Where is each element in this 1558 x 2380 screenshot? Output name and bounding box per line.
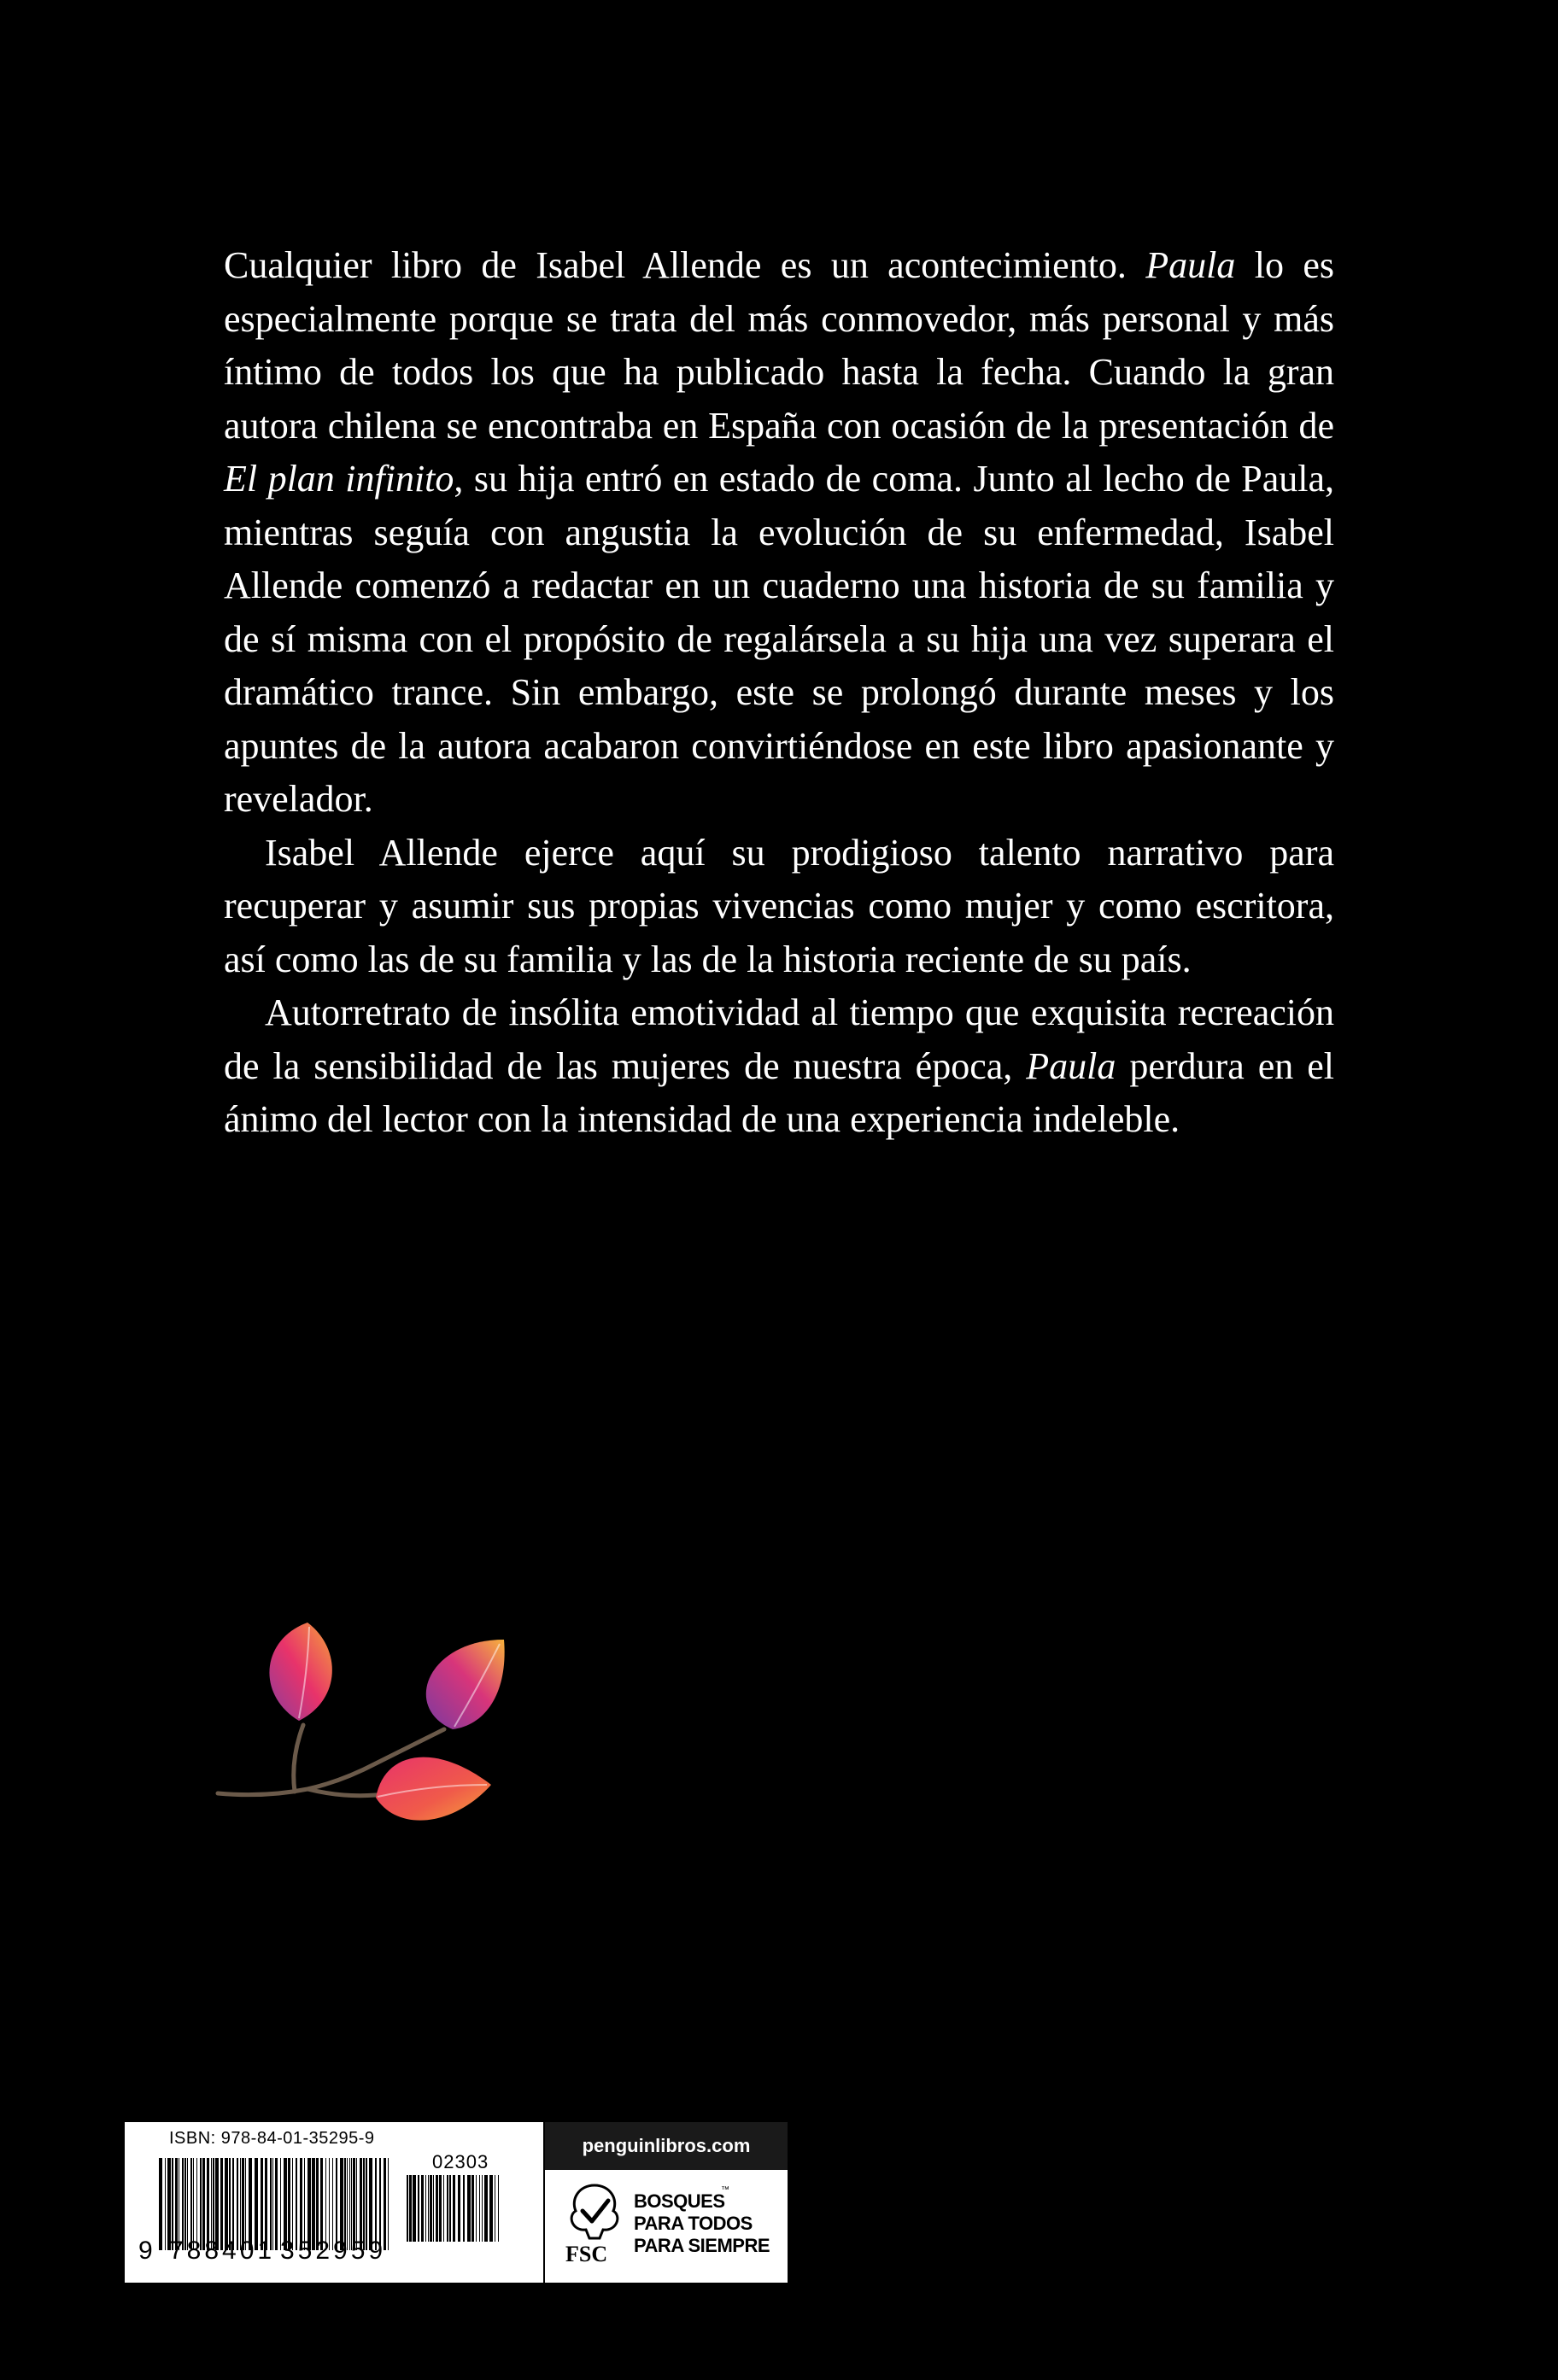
barcode-bar	[436, 2175, 438, 2242]
fsc-tree-checkmark-icon	[564, 2182, 625, 2242]
barcode-digits-left: 788401	[169, 2237, 276, 2265]
blurb-text: lo es especialmente porque se trata del más conmovedor, más personal y más íntimo de todos los que ha publicado hasta la fecha. Cuando la gran autora chilena se encontraba en España con ocasión de la presentación de	[224, 244, 1334, 447]
barcode-bar	[425, 2175, 426, 2242]
barcode-bar	[458, 2175, 460, 2242]
fsc-slogan	[634, 2190, 770, 2257]
barcode-bar	[449, 2175, 451, 2242]
barcode-bar	[447, 2175, 448, 2242]
barcode-bar	[275, 2158, 278, 2250]
blurb-text: perdura en el ánimo del lector con la intensidad de una experiencia indeleble.	[224, 1044, 1334, 1140]
barcode-bar	[463, 2175, 465, 2242]
blurb-text: Cualquier libro de Isabel Allende es un acontecimiento.	[224, 244, 1146, 286]
isbn-barcode-panel	[123, 2120, 545, 2284]
barcode-bar	[472, 2175, 474, 2242]
barcode-bar	[165, 2158, 166, 2250]
barcode-bar	[428, 2175, 429, 2242]
blurb-paragraph-2: Isabel Allende ejerce aquí su prodigioso talento narrativo para recuperar y asumir sus propias vivencias como mujer y como escritora, así como las de su familia y las de la historia reciente de su país.	[224, 831, 1334, 980]
barcode-bar	[433, 2175, 434, 2242]
autumn-leaves-illustration	[214, 1614, 589, 1887]
barcode-bar	[407, 2175, 408, 2242]
barcode-bar	[453, 2175, 455, 2242]
fsc-wordmark: FSC	[565, 2242, 608, 2266]
leaf-bottom	[376, 1757, 491, 1821]
publisher-website: penguinlibros.com	[545, 2122, 788, 2170]
trademark-symbol: ™	[721, 2185, 729, 2195]
slogan-line: PARA TODOS	[634, 2213, 753, 2234]
book-title-italic: Paula	[1026, 1044, 1116, 1087]
barcode-bar	[476, 2175, 477, 2242]
barcode-bar	[388, 2158, 389, 2250]
barcode-digits-right: 352959	[280, 2237, 387, 2265]
blurb-paragraph-1	[224, 239, 1334, 827]
barcode-digit-first: 9	[138, 2237, 153, 2265]
barcode-bar	[479, 2175, 480, 2242]
slogan-line: PARA SIEMPRE	[634, 2235, 770, 2256]
barcode-bar	[443, 2175, 444, 2242]
isbn-label: ISBN: 978-84-01-35295-9	[169, 2129, 375, 2148]
blurb-text: Autorretrato de insólita emotividad al tiempo que exquisita recreación de la sensibilidad de las mujeres de nuestra época,	[224, 991, 1334, 1087]
barcode-bar	[498, 2175, 499, 2242]
barcode-bar	[413, 2175, 416, 2242]
barcode-bar	[421, 2175, 424, 2242]
barcode-bar	[439, 2175, 442, 2242]
barcode-bar	[159, 2158, 162, 2250]
publisher-fsc-panel	[543, 2120, 789, 2284]
blurb-paragraph-3	[224, 986, 1334, 1147]
barcode-bar	[418, 2175, 419, 2242]
leaf-right	[426, 1640, 505, 1729]
barcode-bar	[467, 2175, 471, 2242]
back-cover-blurb	[224, 239, 1334, 1147]
addon-barcode	[407, 2175, 501, 2242]
barcode-bar	[482, 2175, 483, 2242]
book-title-italic: Paula	[1145, 244, 1236, 286]
barcode-bar	[484, 2175, 488, 2242]
barcode-bar	[430, 2175, 432, 2242]
barcode-bar	[489, 2175, 493, 2242]
blurb-text: , su hija entró en estado de coma. Junto al lecho de Paula, mientras seguía con angustia la evolución de su enfermedad, Isabel Allende comenzó a redactar en un cuaderno una historia de su familia y de sí misma con el propósito de regalársela a su hija una vez superara el dramático trance. Sin embargo, este se prolongó durante meses y los apuntes de la autora acabaron convirtiéndose en este libro apasionante y revelador.	[224, 458, 1334, 820]
price-code: 02303	[432, 2151, 489, 2172]
slogan-line: BOSQUES	[634, 2190, 725, 2212]
other-book-title-italic: El plan infinito	[224, 458, 454, 500]
barcode-bar	[409, 2175, 412, 2242]
